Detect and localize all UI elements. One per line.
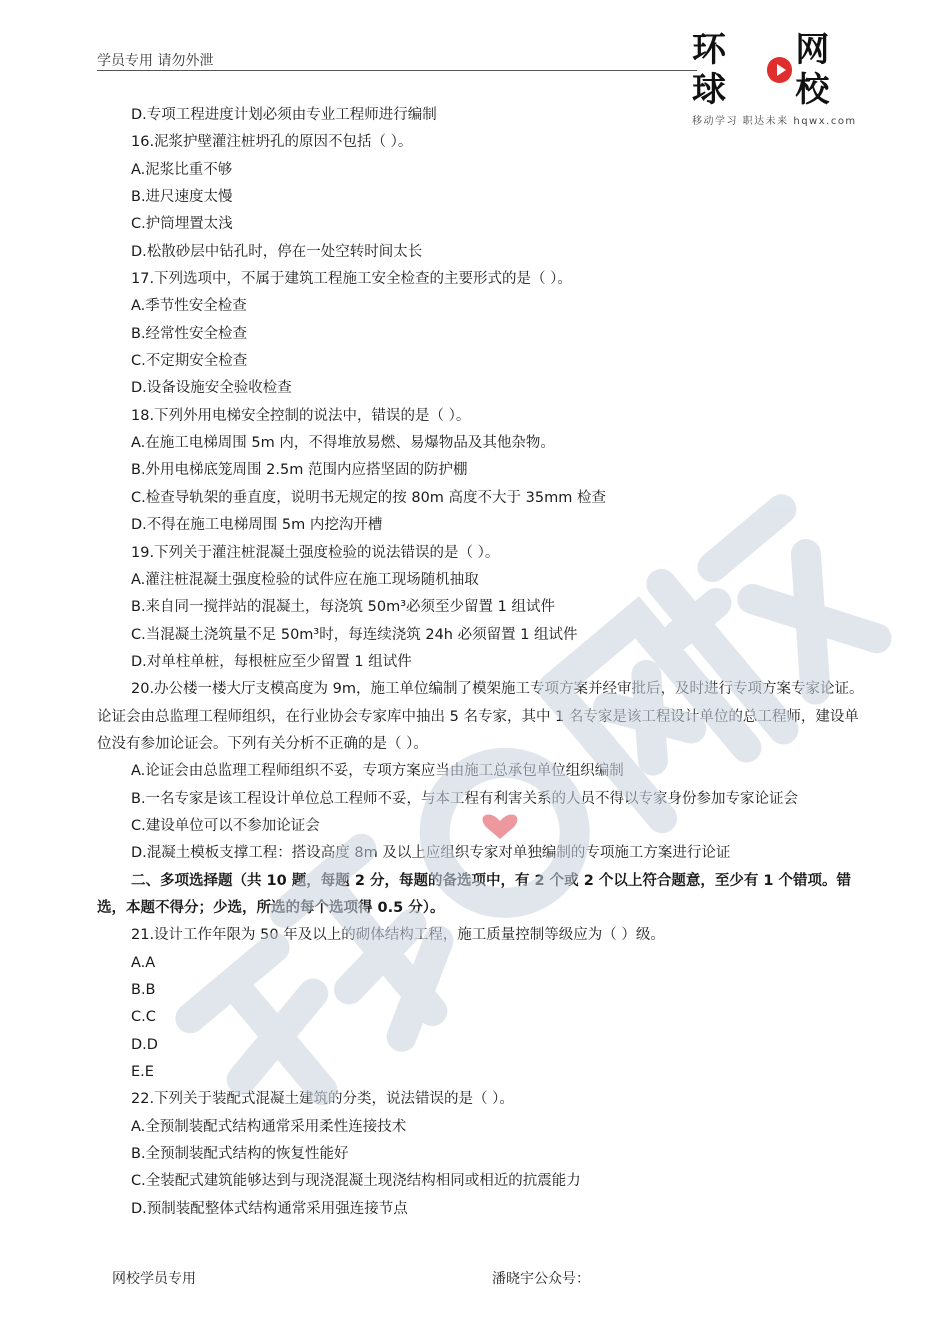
answer-option: B.一名专家是该工程设计单位总工程师不妥，与本工程有利害关系的人员不得以专家身份参加专家论证会 [131,790,799,807]
answer-option: B.全预制装配式结构的恢复性能好 [131,1146,349,1163]
answer-option: C.检查导轨架的垂直度，说明书无规定的按 80m 高度不大于 35mm 检查 [131,489,606,506]
answer-option: D.松散砂层中钻孔时，停在一处空转时间太长 [131,243,423,260]
answer-option: A.泥浆比重不够 [131,161,233,178]
answer-option: D.预制装配整体式结构通常采用强连接节点 [131,1200,408,1217]
answer-option: D.对单柱单桩，每根桩应至少留置 1 组试件 [131,653,412,670]
question-text: 16.泥浆护壁灌注桩坍孔的原因不包括（ ）。 [131,134,413,151]
answer-option: C.护筒埋置太浅 [131,216,233,233]
header-divider [97,70,697,71]
question-text: 20.办公楼一楼大厅支模高度为 9m，施工单位编制了模架施工专项方案并经审批后，及时进行专项方案专家论证。论证会由总监理工程师组织，在行业协会专家库中抽出 5 名专家，其中 1 名专家是该工程设计单位的总工程师，建设单位没有参加论证会。下列有关分析不正确的是（ ）。 [97,681,864,752]
answer-option: C.全装配式建筑能够达到与现浇混凝土现浇结构相同或相近的抗震能力 [131,1173,581,1190]
answer-option: C.不定期安全检查 [131,353,248,370]
answer-option: E.E [131,1064,154,1081]
answer-option: C.当混凝土浇筑量不足 50m³时，每连续浇筑 24h 必须留置 1 组试件 [131,626,578,643]
logo-subtitle: 移动学习 职达未来 hqwx.com [692,116,857,127]
answer-option: A.在施工电梯周围 5m 内，不得堆放易燃、易爆物品及其他杂物。 [131,435,555,452]
play-circle-icon [767,57,793,83]
question-text: 22.下列关于装配式混凝土建筑的分类，说法错误的是（ ）。 [131,1091,514,1108]
answer-option: D.不得在施工电梯周围 5m 内挖沟开槽 [131,517,383,534]
answer-option: B.B [131,982,156,998]
answer-option: C.C [131,1009,156,1026]
document-body [97,102,872,1223]
question-text: 18.下列外用电梯安全控制的说法中，错误的是（ ）。 [131,407,471,424]
logo-text-left: 环球 [692,30,728,110]
answer-option: A.A [131,954,156,971]
answer-option: A.季节性安全检查 [131,298,247,315]
answer-option: B.来自同一搅拌站的混凝土，每浇筑 50m³必须至少留置 1 组试件 [131,599,555,616]
answer-option: C.建设单位可以不参加论证会 [131,817,320,834]
logo-text-right: 网校 [795,30,832,110]
answer-option: A.全预制装配式结构通常采用柔性连接技术 [131,1118,407,1135]
answer-option: A.灌注桩混凝土强度检验的试件应在施工现场随机抽取 [131,571,479,588]
answer-option: B.外用电梯底笼周围 2.5m 范围内应搭坚固的防护棚 [131,462,468,479]
header-notice: 学员专用 请勿外泄 [97,53,214,69]
question-text: 21.设计工作年限为 50 年及以上的砌体结构工程，施工质量控制等级应为（ ）级。 [131,927,665,944]
answer-option: B.经常性安全检查 [131,325,248,342]
answer-option: D.设备设施安全验收检查 [131,380,292,397]
answer-option: D.专项工程进度计划必须由专业工程师进行编制 [131,107,437,123]
footer-right-text: 潘晓宇公众号： [492,1271,590,1287]
logo [692,30,867,127]
question-text: 17.下列选项中，不属于建筑工程施工安全检查的主要形式的是（ ）。 [131,271,572,288]
answer-option: D.混凝土模板支撑工程：搭设高度 8m 及以上应组织专家对单独编制的专项施工方案进行论证 [131,845,731,862]
answer-option: A.论证会由总监理工程师组织不妥，专项方案应当由施工总承包单位组织编制 [131,763,624,780]
question-text: 19.下列关于灌注桩混凝土强度检验的说法错误的是（ ）。 [131,544,500,561]
answer-option: D.D [131,1036,158,1053]
footer-left-text: 网校学员专用 [112,1271,196,1287]
section-heading: 二、多项选择题（共 10 题，每题 2 分，每题的备选项中，有 2 个或 2 个以上符合题意，至少有 1 个错项。错选，本题不得分；少选，所选的每个选项得 0.5 分）。 [97,872,852,916]
answer-option: B.进尺速度太慢 [131,189,233,206]
